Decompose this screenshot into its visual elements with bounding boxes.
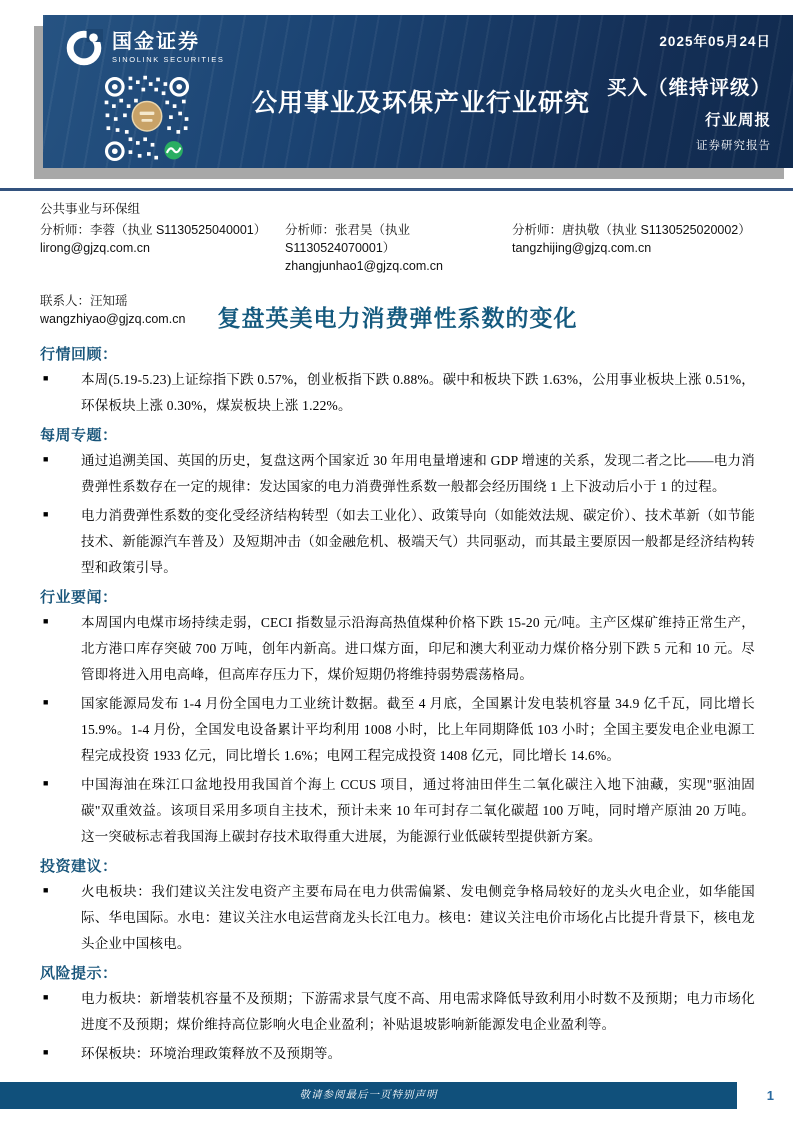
contact-label: 联系人：汪知瑶 bbox=[40, 293, 128, 308]
bullet-square-icon: ■ bbox=[43, 1047, 49, 1057]
bullet-text: 国家能源局发布 1-4 月份全国电力工业统计数据。截至 4 月底，全国累计发电装机容量 34.9 亿千瓦，同比增长 15.9%。1-4 月份，全国发电设备累计平均利用 1008 小时，比上年同期降低 103 小时；全国主要发电企业电源工程完成投资 1933 亿元，同比增长 1.6%；电网工程完成投资 1408 亿元，同比增长 14.6%。 bbox=[81, 696, 755, 763]
bullet-square-icon: ■ bbox=[43, 509, 49, 519]
analyst-2-email[interactable]: zhangjunhao1@gjzq.com.cn bbox=[285, 259, 443, 274]
sinolink-logo-icon bbox=[65, 29, 103, 67]
list-item bbox=[40, 772, 755, 850]
section-heading: 每周专题： bbox=[40, 427, 118, 444]
bullet-square-icon: ■ bbox=[43, 616, 49, 626]
bullet-text: 中国海油在珠江口盆地投用我国首个海上 CCUS 项目，通过将油田伴生二氧化碳注入地下油藏，实现"驱油固碳"双重效益。该项目采用多项自主技术，预计未来 10 年可封存二氧化碳超 100 万吨，同时增产原油 20 万吨。这一突破标志着我国海上碳封存技术取得重大进展，为能源行业低碳转型提供新方案。 bbox=[81, 777, 755, 844]
analyst-3-label: 分析师：唐执敬（执业 S1130525020002） bbox=[512, 223, 751, 238]
list-item bbox=[40, 367, 755, 419]
analyst-2 bbox=[285, 221, 512, 275]
section-weekly-topic bbox=[40, 424, 755, 581]
page-title: 复盘英美电力消费弹性系数的变化 bbox=[217, 305, 578, 331]
analyst-3-email[interactable]: tangzhijing@gjzq.com.cn bbox=[512, 241, 652, 256]
list-item bbox=[40, 691, 755, 769]
analyst-1-email[interactable]: lirong@gjzq.com.cn bbox=[40, 241, 150, 256]
bullet-text: 火电板块：我们建议关注发电资产主要布局在电力供需偏紧、发电侧竞争格局较好的龙头火电企业，如华能国际、华电国际。水电：建议关注水电运营商龙头长江电力。核电：建议关注电价市场化占比提升背景下，核电龙头企业中国核电。 bbox=[81, 884, 755, 951]
contact-email[interactable]: wangzhiyao@gjzq.com.cn bbox=[40, 311, 186, 326]
brand-name-cn: 国金证券 bbox=[112, 31, 200, 53]
analyst-1 bbox=[40, 221, 285, 275]
qr-code bbox=[101, 73, 193, 165]
bullet-square-icon: ■ bbox=[43, 697, 49, 707]
analyst-3 bbox=[512, 221, 759, 275]
section-heading: 行情回顾： bbox=[40, 346, 118, 363]
section-heading: 行业要闻： bbox=[40, 589, 118, 606]
bullet-text: 本周国内电煤市场持续走弱，CECI 指数显示沿海高热值煤种价格下跌 15-20 元/吨。主产区煤矿维持正常生产，北方港口库存突破 700 万吨，创年内新高。进口煤方面，印尼和澳大利亚动力煤价格分别下跌 5 元和 10 元。尽管即将进入用电高峰，但高库存压力下，煤价短期仍将维持弱势震荡格局。 bbox=[81, 615, 755, 682]
footer-bar bbox=[0, 1082, 737, 1109]
section-industry-news bbox=[40, 586, 755, 850]
bullet-text: 环保板块：环境治理政策释放不及预期等。 bbox=[81, 1046, 342, 1061]
wechat-icon bbox=[164, 141, 182, 159]
list-item bbox=[40, 503, 755, 581]
bullet-square-icon: ■ bbox=[43, 992, 49, 1002]
bullet-square-icon: ■ bbox=[43, 885, 49, 895]
brand-name-en: SINOLINK SECURITIES bbox=[112, 55, 225, 64]
list-item bbox=[40, 448, 755, 500]
section-market-review bbox=[40, 343, 755, 419]
team-group-name: 公共事业与环保组 bbox=[40, 202, 141, 216]
header-divider bbox=[0, 188, 793, 191]
bullet-square-icon: ■ bbox=[43, 778, 49, 788]
report-date: 2025年05月24日 bbox=[659, 34, 771, 49]
report-series-title: 公用事业及环保产业行业研究 bbox=[251, 89, 590, 117]
bullet-square-icon: ■ bbox=[43, 373, 49, 383]
bullet-text: 电力板块：新增装机容量不及预期；下游需求景气度不高、用电需求降低导致利用小时数不及预期；电力市场化进度不及预期；煤价维持高位影响火电企业盈利；补贴退坡影响新能源发电企业盈利等。 bbox=[81, 991, 755, 1032]
report-type: 行业周报 bbox=[704, 112, 771, 129]
list-item bbox=[40, 986, 755, 1038]
report-category: 证券研究报告 bbox=[696, 140, 771, 152]
list-item bbox=[40, 879, 755, 957]
section-risk-warning bbox=[40, 962, 755, 1067]
page-number: 1 bbox=[766, 1088, 774, 1103]
bullet-square-icon: ■ bbox=[43, 454, 49, 464]
report-banner bbox=[43, 15, 793, 168]
rating-badge: 买入（维持评级） bbox=[606, 77, 771, 99]
analyst-1-label: 分析师：李蓉（执业 S1130525040001） bbox=[40, 223, 267, 238]
list-item bbox=[40, 1041, 755, 1067]
section-investment-advice bbox=[40, 855, 755, 957]
list-item bbox=[40, 610, 755, 688]
section-heading: 风险提示： bbox=[40, 965, 118, 982]
report-body bbox=[40, 300, 755, 1070]
bullet-text: 电力消费弹性系数的变化受经济结构转型（如去工业化）、政策导向（如能效法规、碳定价）、技术革新（如节能技术、新能源汽车普及）及短期冲击（如金融危机、极端天气）共同驱动，而其最主要原因一般都是经济结构转型和政策引导。 bbox=[81, 508, 755, 575]
bullet-text: 本周(5.19-5.23)上证综指下跌 0.57%，创业板指下跌 0.88%。碳中和板块下跌 1.63%，公用事业板块上涨 0.51%，环保板块上涨 0.30%，煤炭板块上涨 1.22%。 bbox=[81, 372, 755, 413]
analyst-2-label: 分析师：张君昊（执业 S1130524070001） bbox=[285, 223, 411, 256]
bullet-text: 通过追溯美国、英国的历史，复盘这两个国家近 30 年用电量增速和 GDP 增速的关系，发现二者之比——电力消费弹性系数存在一定的规律：发达国家的电力消费弹性系数一般都会经历围绕 1 上下波动后小于 1 的过程。 bbox=[81, 453, 755, 494]
footer-disclaimer: 敬请参阅最后一页特别声明 bbox=[299, 1090, 438, 1101]
brand bbox=[65, 29, 225, 67]
section-heading: 投资建议： bbox=[40, 858, 118, 875]
